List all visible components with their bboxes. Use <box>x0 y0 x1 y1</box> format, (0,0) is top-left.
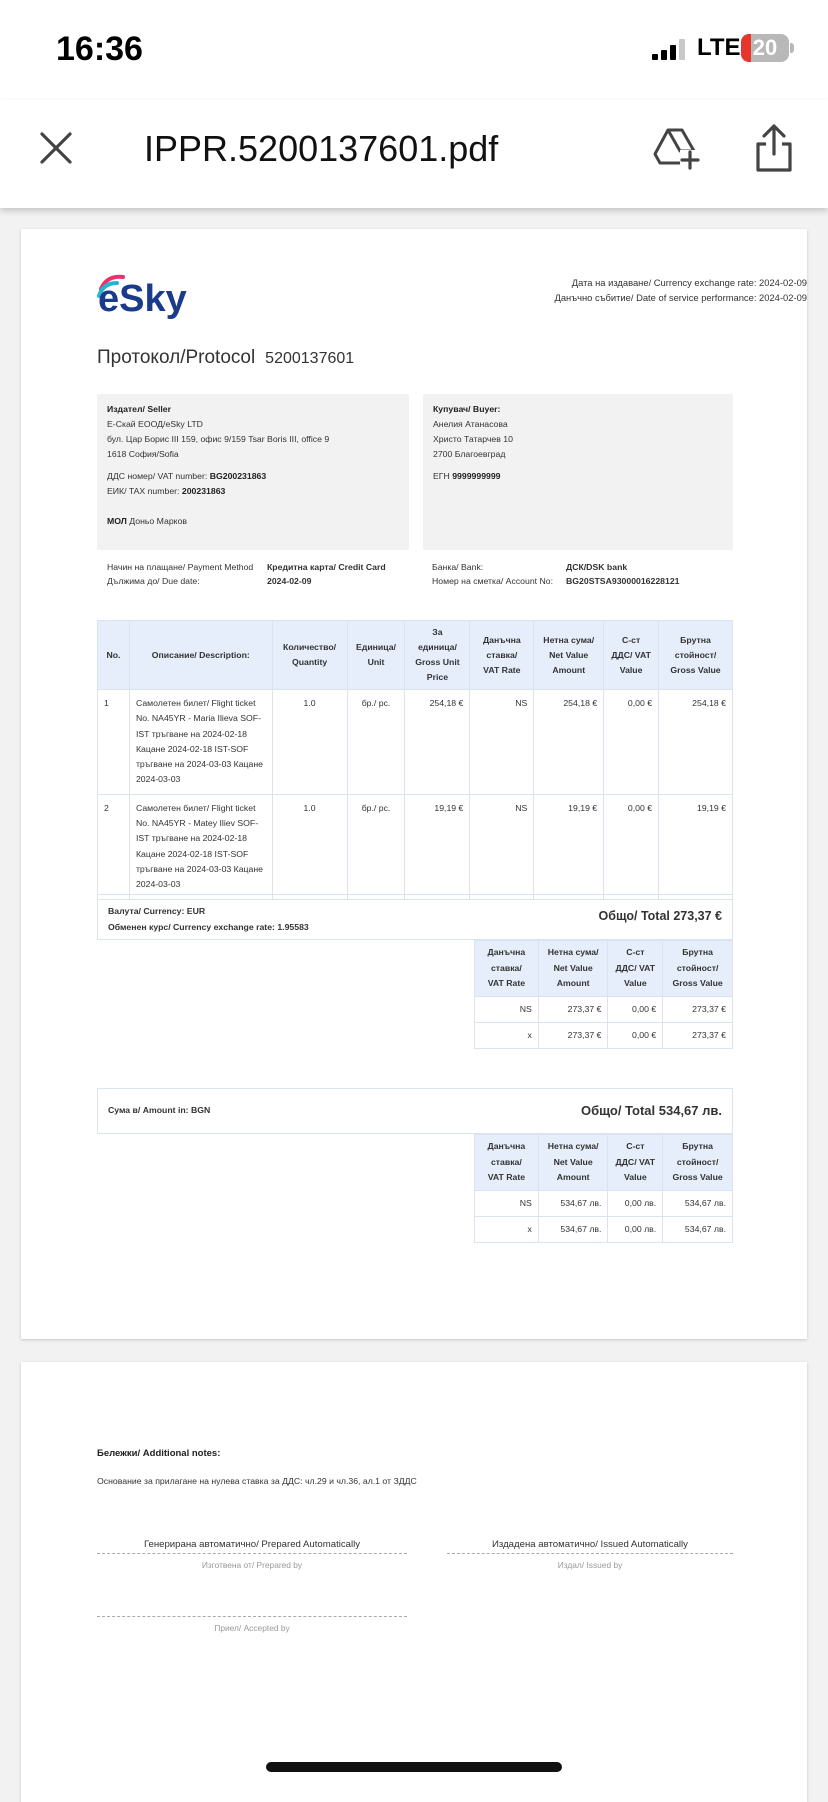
bgn-box <box>97 1088 733 1134</box>
bank-labels: Банка/ Bank: Номер на сметка/ Account No: <box>432 562 554 586</box>
viewer-toolbar <box>0 100 828 208</box>
summary-table-bgn: Данъчна ставка/ VAT Rate Нетна сума/ Net Value Amount С-ст ДДС/ VAT Value Брутна стойност/ Gross Value NS 534,67 лв. 0,00 лв. 534,67 лв. x 534,67 лв. 0,00 лв. 534,67 лв. <box>474 1134 733 1243</box>
payment-labels: Начин на плащане/ Payment Method Дължима до/ Due date: <box>107 562 254 586</box>
total-bgn: Общо/ Total 534,67 лв. <box>580 1103 722 1118</box>
col-description: Описание/ Description: <box>129 621 272 690</box>
summary-table-eur: Данъчна ставка/ VAT Rate Нетна сума/ Net Value Amount С-ст ДДС/ VAT Value Брутна стойност/ Gross Value NS 273,37 € 0,00 € 273,37 € x 273,37 € 0,00 € 273,37 € <box>474 940 733 1049</box>
status-bar <box>0 0 828 100</box>
add-to-drive-icon <box>652 124 700 172</box>
buyer-box: Купувач/ Buyer: Анелия Атанасова Христо Татарчев 10 2700 Благоевград ЕГН 9999999999 <box>423 394 733 550</box>
table-row: NS 534,67 лв. 0,00 лв. 534,67 лв. <box>475 1190 733 1216</box>
status-time: 16:36 <box>56 30 143 68</box>
battery-level: 20 <box>752 35 778 60</box>
table-row: 1 Самолетен билет/ Flight ticket No. NA45YR - Maria Ilieva SOF- IST тръгване на 2024-02-18 Кацане 2024-02-18 IST-SOF тръгване на 2024-03-03 Кацане 2024-03-03 1.0 бр./ pc. 254,18 € NS 254,18 € 0,00 € 254,18 € <box>98 690 733 795</box>
battery-icon <box>741 34 789 62</box>
signal-strength-icon <box>652 38 688 60</box>
amount-in-label: Сума в/ Amount in: BGN <box>108 1105 211 1115</box>
home-indicator[interactable] <box>266 1762 562 1772</box>
share-icon <box>752 122 796 174</box>
col-unit-price: За единица/ Gross Unit Price <box>405 621 470 690</box>
table-header-row <box>98 621 733 690</box>
seller-box: Издател/ Seller Е-Скай ЕООД/eSky LTD бул. Цар Борис III 159, офис 9/159 Tsar Boris III, office 9 1618 София/Sofia ДДС номер/ VAT number: BG200231863 ЕИК/ TAX number: 200231863 МОЛ Доньо Марков <box>97 394 409 550</box>
col-vat-rate: Данъчна ставка/ VAT Rate <box>470 621 534 690</box>
exchange-rate: Обменен курс/ Currency exchange rate: 1.95583 <box>108 922 309 932</box>
protocol-number: 5200137601 <box>265 350 355 367</box>
payment-values: Кредитна карта/ Credit Card 2024-02-09 <box>267 562 386 586</box>
notes-title: Бележки/ Additional notes: <box>97 1448 221 1459</box>
items-table <box>97 620 733 900</box>
issued-by-signature: Издадена автоматично/ Issued Automatically Издал/ Issued by <box>447 1539 733 1570</box>
prepared-by-signature: Генерирана автоматично/ Prepared Automatically Изготвена от/ Prepared by <box>97 1539 407 1570</box>
svg-text:eSky: eSky <box>98 278 187 320</box>
pdf-page-2[interactable] <box>21 1362 807 1802</box>
currency-label: Валута/ Currency: EUR <box>108 906 206 916</box>
share-button[interactable] <box>752 122 796 174</box>
table-row: NS 273,37 € 0,00 € 273,37 € <box>475 996 733 1022</box>
total-eur: Общо/ Total 273,37 € <box>598 909 722 923</box>
table-row: x 534,67 лв. 0,00 лв. 534,67 лв. <box>475 1216 733 1242</box>
issue-date: Дата на издаване/ Currency exchange rate: 2024-02-09 <box>571 277 807 288</box>
protocol-title: Протокол/Protocol 5200137601 <box>97 347 355 368</box>
col-net: Нетна сума/ Net Value Amount <box>534 621 604 690</box>
col-vat: С-ст ДДС/ VAT Value <box>604 621 659 690</box>
close-icon <box>36 128 76 168</box>
service-date: Данъчно събитие/ Date of service performance: 2024-02-09 <box>554 292 807 303</box>
accepted-by-signature: Приел/ Accepted by <box>97 1602 407 1633</box>
close-button[interactable] <box>36 128 76 168</box>
col-gross: Брутна стойност/ Gross Value <box>659 621 733 690</box>
col-quantity: Количество/ Quantity <box>272 621 347 690</box>
col-unit: Единица/ Unit <box>347 621 405 690</box>
table-row: 2 Самолетен билет/ Flight ticket No. NA45YR - Matey Iliev SOF- IST тръгване на 2024-02-18 Кацане 2024-02-18 IST-SOF тръгване на 2024-03-03 Кацане 2024-03-03 1.0 бр./ pc. 19,19 € NS 19,19 € 0,00 € 19,19 € <box>98 794 733 899</box>
col-no: No. <box>98 621 130 690</box>
table-row: x 273,37 € 0,00 € 273,37 € <box>475 1022 733 1048</box>
item-description: Самолетен билет/ Flight ticket No. NA45YR - Matey Iliev SOF- IST тръгване на 2024-02-18 Кацане 2024-02-18 IST-SOF тръгване на 2024-03-03 Кацане 2024-03-03 <box>129 794 272 899</box>
currency-box <box>97 894 733 940</box>
add-to-drive-button[interactable] <box>652 124 700 172</box>
notes-text: Основание за прилагане на нулева ставка за ДДС: чл.29 и чл.36, ал.1 от ЗДДС <box>97 1476 417 1486</box>
pdf-page-1[interactable] <box>21 229 807 1339</box>
item-description: Самолетен билет/ Flight ticket No. NA45YR - Maria Ilieva SOF- IST тръгване на 2024-02-18 Кацане 2024-02-18 IST-SOF тръгване на 2024-03-03 Кацане 2024-03-03 <box>129 690 272 795</box>
esky-logo <box>97 269 217 321</box>
file-title: IPPR.5200137601.pdf <box>144 128 499 169</box>
bank-values: ДСК/DSK bank BG20STSA93000016228121 <box>566 562 680 586</box>
network-type: LTE <box>697 34 741 61</box>
